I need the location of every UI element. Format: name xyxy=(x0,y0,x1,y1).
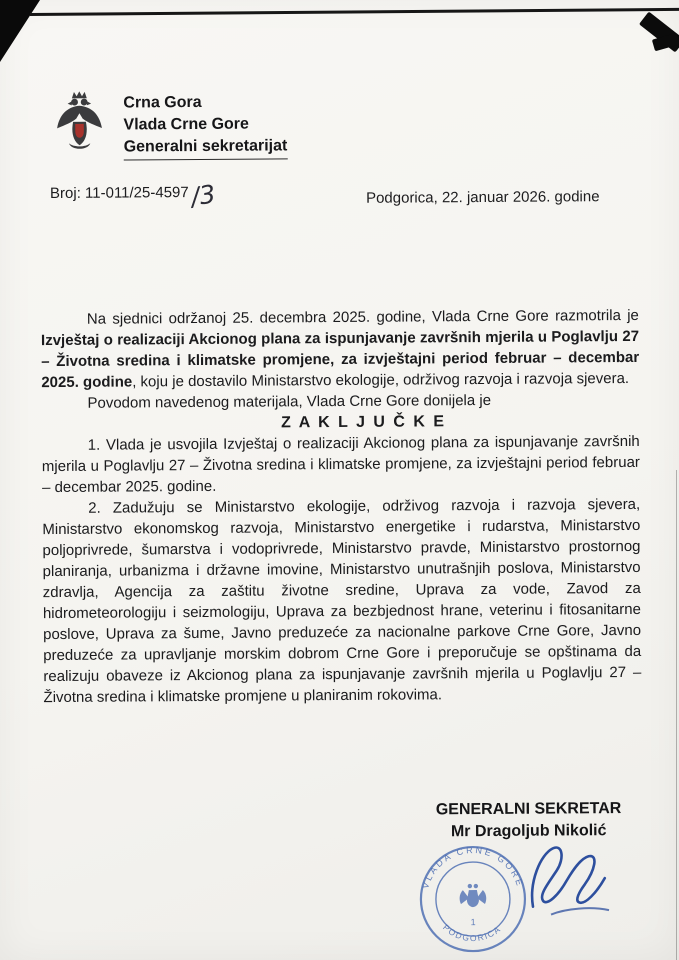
signatory-name: Mr Dragoljub Nikolić xyxy=(450,822,607,841)
stamp-eagle-icon xyxy=(460,884,487,907)
letterhead-country: Crna Gora xyxy=(123,93,202,112)
conclusion-item-2: 2. Zadužuju se Ministarstvo ekologije, održivog razvoja i razvoja sjevera, Ministarstvo ekonomskog razvoja, Ministarstvo energetike i rudarstva, Ministarstvo poljoprivrede, šumarstva i vodoprivrede, Ministarstvo pravde, Ministarstvo prostornog planiranja, urbanizma i državne imovine, Ministarstvo unutrašnjih poslova, Ministarstvo zdravlja, Agencija za zaštitu životne sredine, Uprava za vode, Zavod za hidrometeorologiju i seizmologiju, Uprava za bezbjednost hrane, veterinu i fitosanitarne poslove, Uprava za šume, Javno preduzeće za nacionalne parkove Crne Gore, Javno preduzeće za upravljanje morskim dobrom Crne Gore i preporučuje se opštinama da realizuju obaveze iz Akcionog plana za ispunjavanje završnih mjerila u Poglavlju 27 – Životna sredina i klimatske promjene u planiranim rokovima. xyxy=(42,495,642,707)
paragraph-intro-lead: Na sjednici održanoj 25. decembra 2025. godine, Vlada Crne Gore razmotrila je xyxy=(86,306,639,328)
document-body xyxy=(41,305,642,708)
montenegro-coat-of-arms-icon xyxy=(53,90,105,154)
letterhead-text xyxy=(123,88,287,160)
handwritten-signature xyxy=(520,836,621,927)
paragraph-povodom: Povodom navedenog materijala, Vlada Crne Gore donijela je xyxy=(87,391,492,412)
stamp-ring-text: VLADA CRNE GORE xyxy=(420,844,526,890)
paragraph-intro-tail: , koju je dostavilo Ministarstvo ekologije, održivog razvoja i razvoja sjevera. xyxy=(132,369,630,391)
reference-number-printed: Broj: 11-011/25-4597 xyxy=(49,184,189,203)
letterhead xyxy=(53,88,287,161)
reference-number-handwritten: /3 xyxy=(188,179,218,212)
stamp-city-text: PODGORICA xyxy=(441,922,503,944)
signatory-title: GENERALNI SEKRETAR xyxy=(435,800,622,819)
official-stamp xyxy=(415,841,532,958)
place-and-date: Podgorica, 22. januar 2026. godine xyxy=(365,188,600,207)
letterhead-institution: Vlada Crne Gore xyxy=(123,115,249,134)
paragraph-intro xyxy=(41,305,640,393)
reference-number xyxy=(49,179,218,212)
svg-text:VLADA CRNE GORE xyxy=(420,845,526,890)
letterhead-department: Generalni sekretarijat xyxy=(124,135,288,160)
stamp-number: 1 xyxy=(470,917,476,928)
conclusion-item-1: 1. Vlada je usvojila Izvještaj o realizaciji Akcionog plana za ispunjavanje završnih mjerila u Poglavlju 27 – Životna sredina i klimatske promjene, za izvještajni period februar – decembar 2025. godine. xyxy=(41,432,640,497)
paragraph-intro-report-title: Izvještaj o realizaciji Akcionog plana za ispunjavanje završnih mjerila u Poglavlju 27 – Životna sredina i klimatske promjene, za izvještajni period februar – decembar 2025. godine xyxy=(40,327,640,392)
conclusions-heading: Z A K L J U Č K E xyxy=(281,413,447,432)
